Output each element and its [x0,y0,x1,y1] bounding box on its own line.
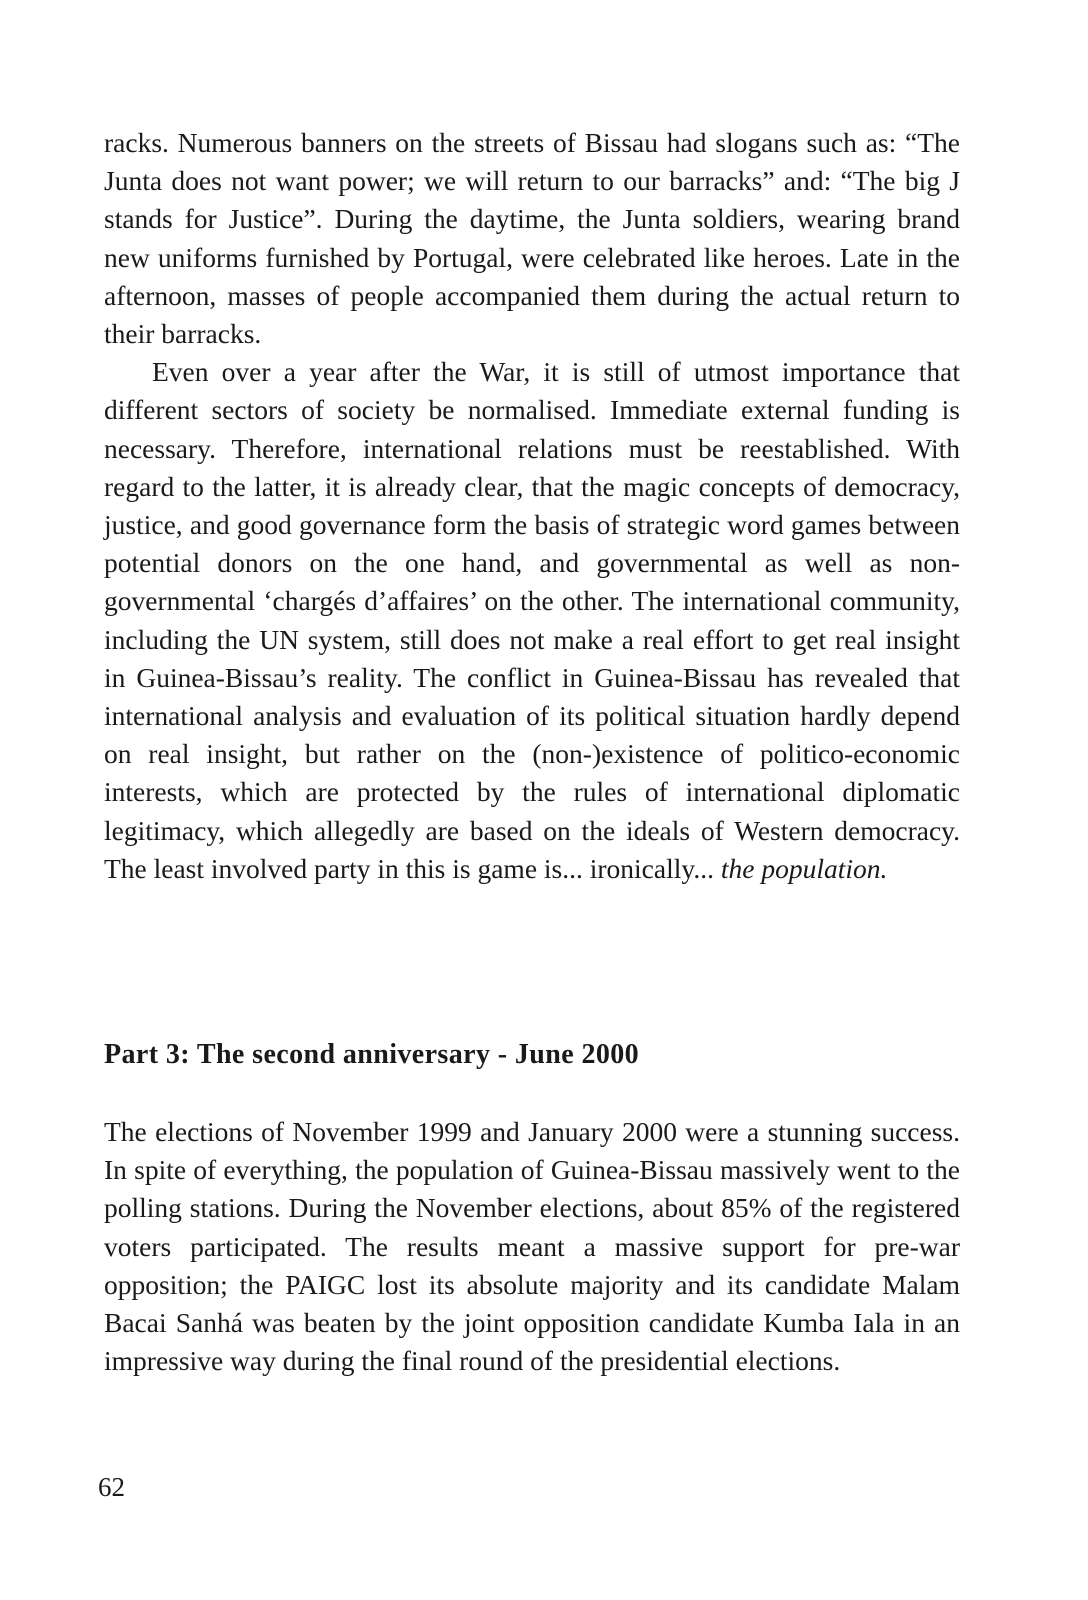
page-number: 62 [98,1472,125,1502]
paragraph-elections [104,1113,960,1380]
paragraph-text: Even over a year after the War, it is still of utmost importance that different sectors of society be normalised. Immediate external funding is necessary. Therefore, international relations must be reestablished. With regard to the latter, it is already clear, that the magic concepts of democracy, justice, and good governance form the basis of strategic word games between potential donors on the one hand, and governmental as well as non-governmental ‘chargés d’affaires’ on the other. The international community, including the UN system, still does not make a real effort to get real insight in Guinea-Bissau’s reality. The conflict in Guinea-Bissau has revealed that international analysis and evaluation of its political situation hardly depend on real insight, but rather on the (non-)existence of politico-economic interests, which are protected by the rules of international diplomatic legitimacy, which allegedly are based on the ideals of Western democracy. The least involved party in this is game is... ironically... [104,356,960,884]
paragraph-text: The elections of November 1999 and January 2000 were a stunning success. In spite of everything, the population of Guinea-Bissau massively went to the polling stations. During the November elections, about 85% of the registered voters participated. The results meant a massive support for pre-war opposition; the PAIGC lost its absolute majority and its candidate Malam Bacai Sanhá was beaten by the joint opposition candidate Kumba Iala in an impressive way during the final round of the presidential elections. [104,1116,960,1377]
body-text-part-2 [104,124,960,888]
paragraph-barracks-return [104,124,960,353]
section-heading: Part 3: The second anniversary - June 2000 [104,1039,640,1070]
paragraph-text: racks. Numerous banners on the streets of Bissau had slogans such as: “The Junta does not want power; we will return to our barracks” and: “The big J stands for Justice”. During the daytime, the Junta soldiers, wearing brand new uniforms furnished by Portugal, were celebrated like heroes. Late in the afternoon, masses of people accompanied them during the actual return to their barracks. [104,127,960,350]
emphasis-the-population: the population. [720,852,888,884]
body-text-part-3 [104,1113,960,1380]
paragraph-international-relations [104,353,960,888]
